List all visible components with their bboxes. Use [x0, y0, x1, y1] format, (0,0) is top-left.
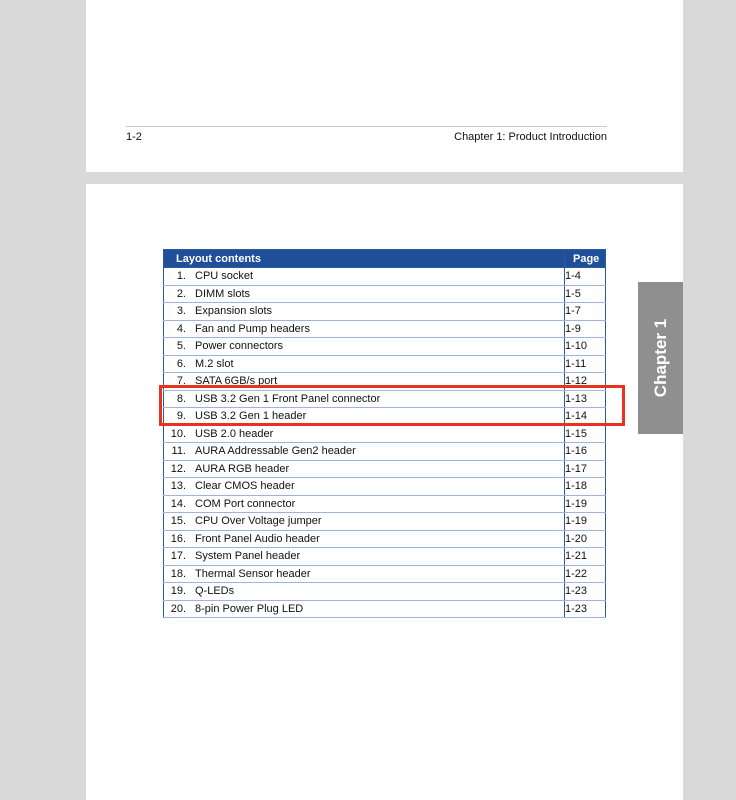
- row-number: 16.: [170, 532, 186, 545]
- row-number: 19.: [170, 585, 186, 598]
- row-number: 6.: [176, 357, 186, 370]
- row-label: System Panel header: [195, 550, 301, 563]
- row-label: CPU socket: [195, 270, 254, 283]
- row-number: 5.: [176, 340, 186, 353]
- row-item-cell: [164, 285, 565, 303]
- row-label: USB 2.0 header: [195, 427, 274, 440]
- table-row: [164, 443, 606, 461]
- row-page-cell: 1-11: [565, 355, 606, 373]
- footer-divider: [126, 126, 607, 127]
- row-label: Power connectors: [195, 340, 284, 353]
- row-item-cell: [164, 425, 565, 443]
- row-label: SATA 6GB/s port: [195, 375, 278, 388]
- table-row: [164, 425, 606, 443]
- row-number: 14.: [170, 497, 186, 510]
- table-row: [164, 285, 606, 303]
- row-item-cell: [164, 460, 565, 478]
- current-page: [86, 184, 683, 800]
- row-label: 8-pin Power Plug LED: [195, 602, 304, 615]
- row-page-cell: 1-19: [565, 513, 606, 531]
- row-label: CPU Over Voltage jumper: [195, 515, 322, 528]
- row-page-cell: 1-22: [565, 565, 606, 583]
- row-page-cell: 1-4: [565, 268, 606, 286]
- table-row: [164, 583, 606, 601]
- highlight-annotation-box: [159, 385, 625, 426]
- row-page-cell: 1-21: [565, 548, 606, 566]
- row-number: 2.: [176, 287, 186, 300]
- row-label: Thermal Sensor header: [195, 567, 311, 580]
- row-item-cell: [164, 355, 565, 373]
- row-item-cell: [164, 268, 565, 286]
- table-row: [164, 478, 606, 496]
- row-item-cell: [164, 513, 565, 531]
- table-row: [164, 460, 606, 478]
- row-label: COM Port connector: [195, 497, 296, 510]
- row-item-cell: [164, 583, 565, 601]
- row-number: 12.: [170, 462, 186, 475]
- row-number: 10.: [170, 427, 186, 440]
- row-label: AURA RGB header: [195, 462, 290, 475]
- row-page-cell: 1-20: [565, 530, 606, 548]
- footer-chapter-title: Chapter 1: Product Introduction: [454, 131, 607, 143]
- row-page-cell: 1-16: [565, 443, 606, 461]
- row-label: USB 3.2 Gen 1 Front Panel connector: [195, 392, 381, 405]
- row-page-cell: 1-7: [565, 303, 606, 321]
- table-row: [164, 355, 606, 373]
- row-item-cell: [164, 548, 565, 566]
- row-number: 15.: [170, 515, 186, 528]
- previous-page: [86, 0, 683, 172]
- table-row: [164, 338, 606, 356]
- row-label: AURA Addressable Gen2 header: [195, 445, 356, 458]
- row-item-cell: [164, 338, 565, 356]
- row-page-cell: 1-10: [565, 338, 606, 356]
- row-item-cell: [164, 495, 565, 513]
- table-header-row: [164, 250, 606, 268]
- row-number: 3.: [176, 305, 186, 318]
- row-number: 17.: [170, 550, 186, 563]
- row-label: Clear CMOS header: [195, 480, 295, 493]
- table-row: [164, 530, 606, 548]
- table-row: [164, 548, 606, 566]
- table-row: [164, 320, 606, 338]
- row-item-cell: [164, 478, 565, 496]
- row-item-cell: [164, 303, 565, 321]
- row-page-cell: 1-23: [565, 600, 606, 618]
- row-label: Q-LEDs: [195, 585, 235, 598]
- row-item-cell: [164, 443, 565, 461]
- table-row: [164, 513, 606, 531]
- row-item-cell: [164, 565, 565, 583]
- row-label: DIMM slots: [195, 287, 250, 300]
- row-page-cell: 1-23: [565, 583, 606, 601]
- row-page-cell: 1-15: [565, 425, 606, 443]
- row-page-cell: 1-5: [565, 285, 606, 303]
- row-page-cell: 1-9: [565, 320, 606, 338]
- row-number: 11.: [171, 445, 186, 458]
- row-page-cell: 1-17: [565, 460, 606, 478]
- table-row: [164, 268, 606, 286]
- layout-contents-table: [163, 249, 606, 618]
- row-page-cell: 1-19: [565, 495, 606, 513]
- row-number: 1.: [176, 270, 186, 283]
- row-page-cell: 1-14: [565, 408, 606, 426]
- row-label: Fan and Pump headers: [195, 322, 310, 335]
- table-row: [164, 303, 606, 321]
- row-number: 18.: [170, 567, 186, 580]
- row-number: 4.: [176, 322, 186, 335]
- row-label: Front Panel Audio header: [195, 532, 320, 545]
- table-row: [164, 495, 606, 513]
- row-label: M.2 slot: [195, 357, 234, 370]
- row-number: 7.: [176, 375, 186, 388]
- row-number: 13.: [170, 480, 186, 493]
- chapter-tab: [638, 282, 683, 434]
- row-number: 20.: [170, 602, 186, 615]
- column-header-contents: Layout contents: [164, 250, 565, 268]
- row-number: 8.: [176, 392, 186, 405]
- table-row: [164, 565, 606, 583]
- chapter-tab-label: Chapter 1: [650, 318, 670, 398]
- row-page-cell: 1-18: [565, 478, 606, 496]
- table-row: [164, 600, 606, 618]
- row-label: Expansion slots: [195, 305, 273, 318]
- row-page-cell: 1-13: [565, 390, 606, 408]
- footer-page-number: 1-2: [126, 131, 142, 143]
- row-item-cell: [164, 530, 565, 548]
- row-label: USB 3.2 Gen 1 header: [195, 410, 307, 423]
- row-page-cell: 1-12: [565, 373, 606, 391]
- row-item-cell: [164, 320, 565, 338]
- row-number: 9.: [176, 410, 186, 423]
- row-item-cell: [164, 600, 565, 618]
- column-header-page: Page: [565, 250, 606, 268]
